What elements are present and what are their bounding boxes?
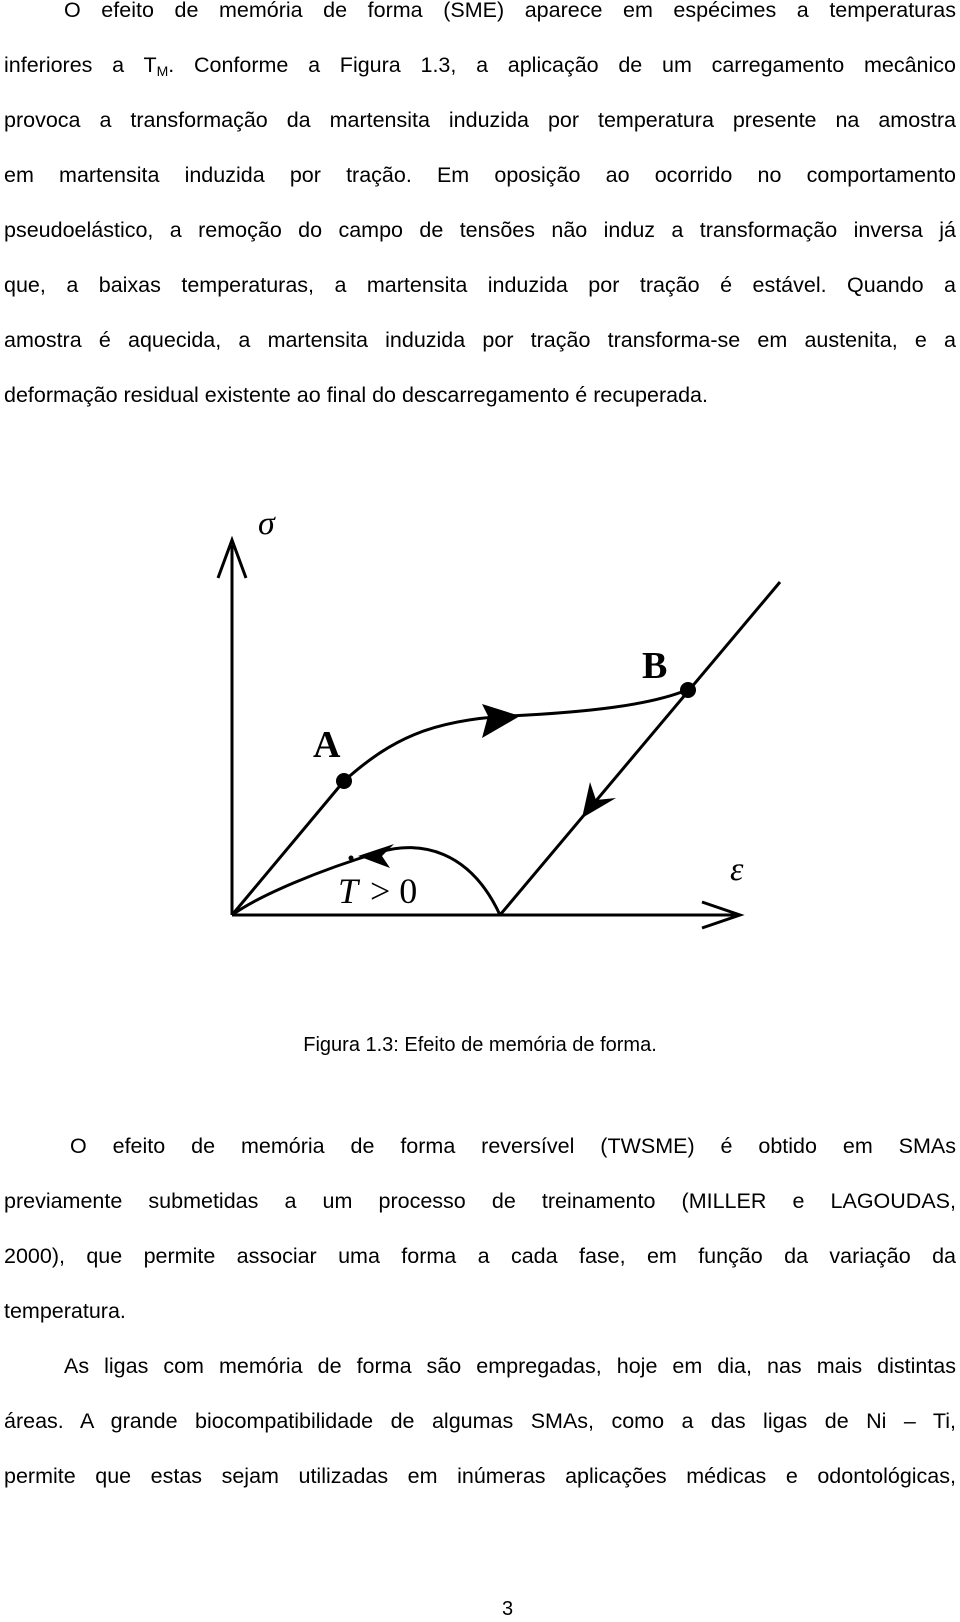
unloading-arrow [582,782,616,818]
paragraph-1-line-6: que, a baixas temperaturas, a martensita induzida por tração é estável. Quando a [4,273,956,297]
paragraph-2-line-1: O efeito de memória de forma reversível (TWSME) é obtido em SMAs [70,1134,956,1158]
heating-condition-label [338,856,417,912]
loading-line [232,781,344,915]
curve-arrow [482,704,520,738]
point-b-marker [680,682,696,698]
paragraph-1-line-8: deformação residual existente ao final do descarregamento é recuperada. [4,383,708,407]
figure-caption: Figura 1.3: Efeito de memória de forma. [303,1034,657,1056]
subscript-m: M [156,63,169,79]
paragraph-2-line-2: previamente submetidas a um processo de treinamento (MILLER e LAGOUDAS, [4,1189,956,1213]
condition-symbol: T [338,871,359,911]
paragraph-1-line-3: provoca a transformação da martensita induzida por temperatura presente na amostra [4,108,956,132]
condition-value: > 0 [370,871,418,911]
page-number: 3 [502,1598,514,1620]
point-a-marker [336,773,352,789]
paragraph-2-line-3: 2000), que permite associar uma forma a cada fase, em função da variação da [4,1244,956,1268]
heating-arrow [358,844,394,868]
x-axis-label: ε [730,851,744,888]
text-segment: inferiores a T [4,53,157,77]
paragraph-1-line-1: O efeito de memória de forma (SME) aparece em espécimes a temperaturas [64,0,956,22]
paragraph-1-line-4: em martensita induzida por tração. Em oposição ao ocorrido no comportamento [4,163,956,187]
transformation-curve [344,690,687,781]
point-b-label: B [642,645,668,687]
shape-memory-diagram [170,500,830,970]
paragraph-3-line-2: áreas. A grande biocompatibilidade de algumas SMAs, como a das ligas de Ni – Ti, [4,1409,956,1433]
paragraph-1-line-7: amostra é aquecida, a martensita induzida por tração transforma-se em austenita, e a [4,328,956,352]
paragraph-3-line-1: As ligas com memória de forma são empregadas, hoje em dia, nas mais distintas [64,1354,956,1378]
paragraph-1-line-2 [4,37,956,100]
text-segment: . Conforme a Figura 1.3, a aplicação de um carregamento mecânico [168,53,956,77]
paragraph-1-line-5: pseudoelástico, a remoção do campo de tensões não induz a transformação inversa já [4,218,956,242]
point-a-label: A [313,724,341,766]
dot-accent [349,856,354,861]
y-axis-label: σ [258,505,275,542]
paragraph-2-line-4: temperatura. [4,1299,126,1323]
paragraph-3-line-3: permite que estas sejam utilizadas em inúmeras aplicações médicas e odontológicas, [4,1464,956,1488]
